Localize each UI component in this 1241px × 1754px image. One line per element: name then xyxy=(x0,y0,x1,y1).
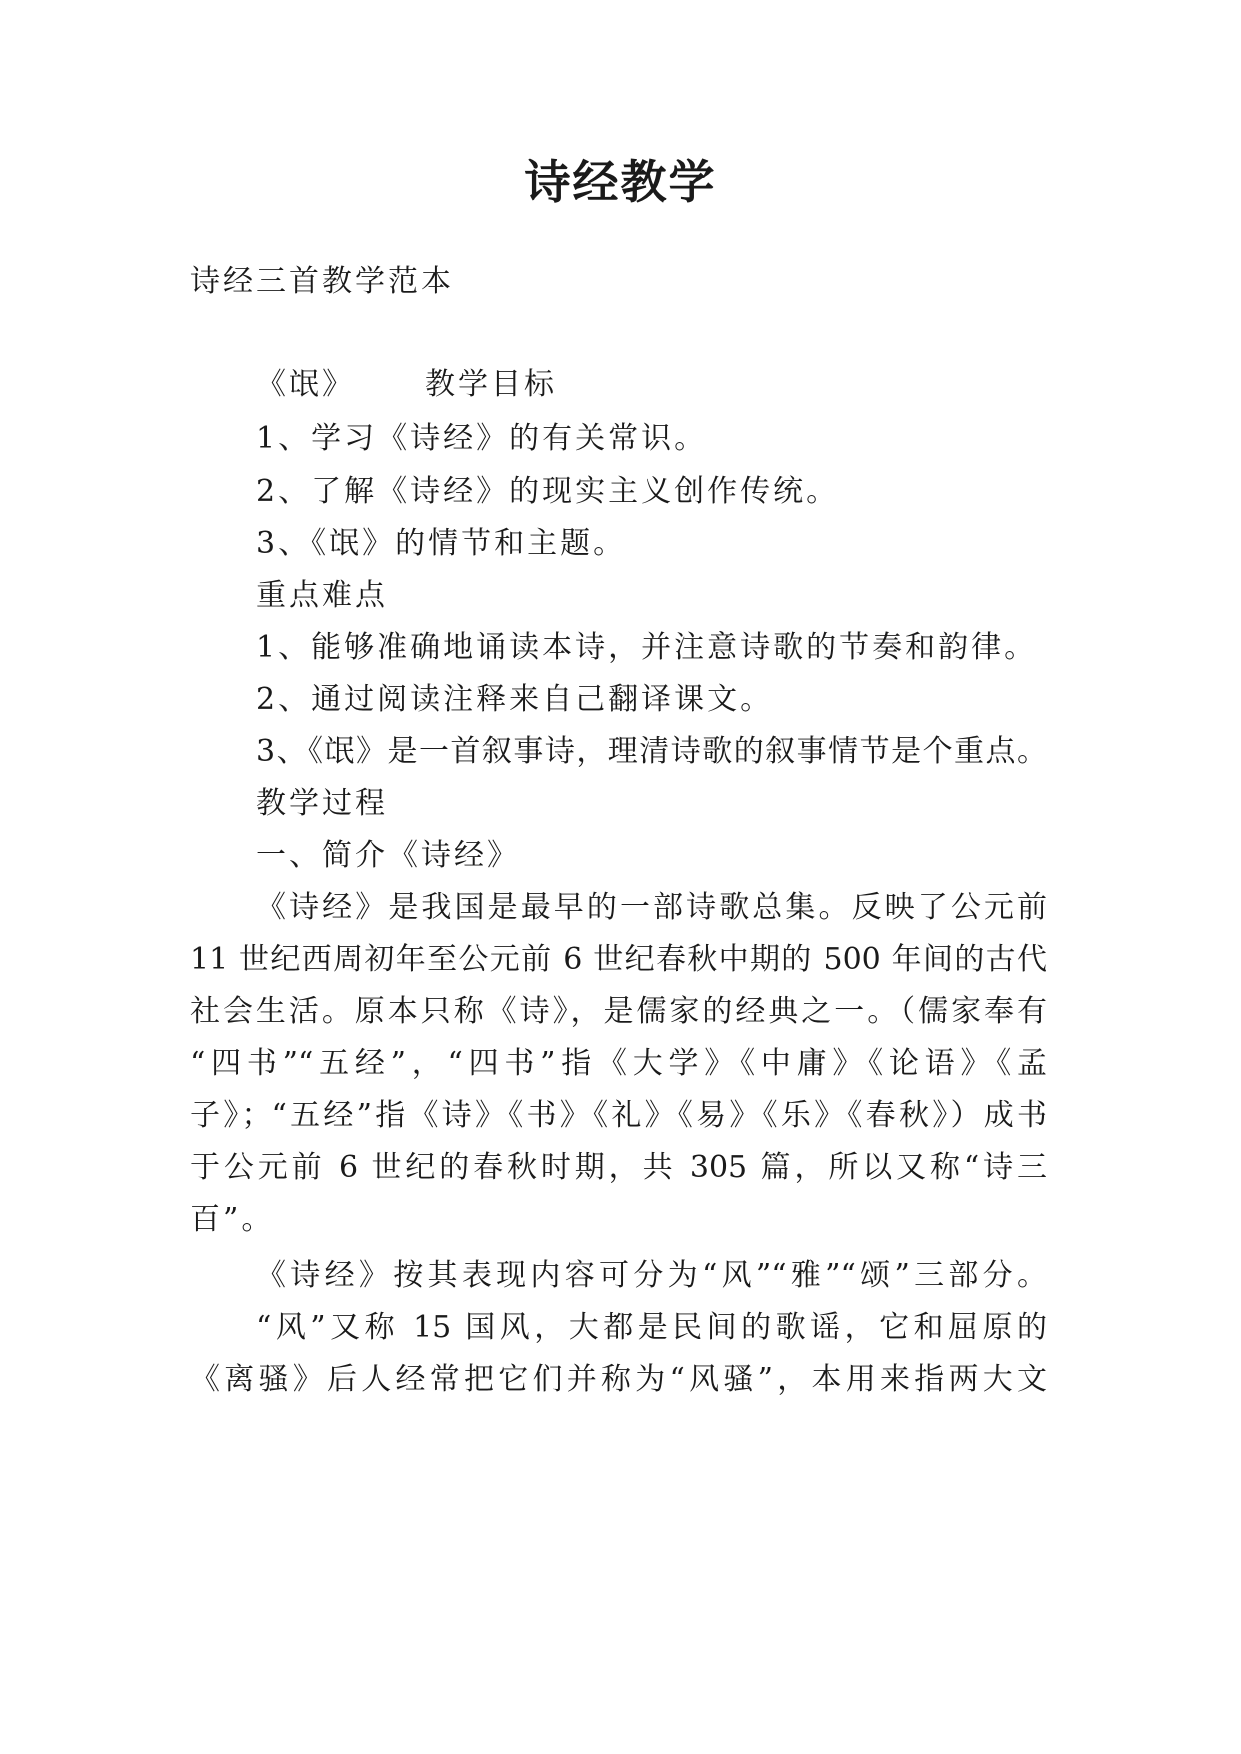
objective-item: 3、《氓》的情节和主题。 xyxy=(256,526,627,561)
paragraph-line: 百”。 xyxy=(190,1202,275,1237)
paragraph-line: 于公元前 6 世纪的春秋时期，共 305 篇，所以又称“诗三 xyxy=(190,1150,1047,1185)
paragraph-line: 《诗经》是我国是最早的一部诗歌总集。反映了公元前 xyxy=(256,890,1047,925)
key-point-item: 3、《氓》是一首叙事诗，理清诗歌的叙事情节是个重点。 xyxy=(256,734,1047,769)
objectives-poem-title: 《氓》 xyxy=(256,367,355,402)
key-point-item: 2、通过阅读注释来自己翻译课文。 xyxy=(256,682,774,717)
key-points-heading: 重点难点 xyxy=(256,578,388,613)
objective-item: 2、了解《诗经》的现实主义创作传统。 xyxy=(256,474,840,509)
paragraph-line: 11 世纪西周初年至公元前 6 世纪春秋中期的 500 年间的古代 xyxy=(190,942,1047,977)
objectives-heading xyxy=(256,365,557,405)
paragraph-line: 子》；“五经”指《诗》《书》《礼》《易》《乐》《春秋》）成书 xyxy=(190,1098,1047,1133)
key-point-item: 1、能够准确地诵读本诗，并注意诗歌的节奏和韵律。 xyxy=(256,630,1038,665)
document-subtitle: 诗经三首教学范本 xyxy=(190,264,454,299)
document-title: 诗经教学 xyxy=(524,155,717,209)
section-one-heading: 一、简介《诗经》 xyxy=(256,838,520,873)
process-heading: 教学过程 xyxy=(256,786,388,821)
paragraph-line: “风”又称 15 国风，大都是民间的歌谣，它和屈原的 xyxy=(256,1310,1047,1345)
paragraph-line: 《离骚》后人经常把它们并称为“风骚”，本用来指两大文 xyxy=(190,1362,1047,1397)
objective-item: 1、学习《诗经》的有关常识。 xyxy=(256,421,708,456)
paragraph-line: “四书”“五经”，“四书”指《大学》《中庸》《论语》《孟 xyxy=(190,1046,1047,1081)
objectives-label: 教学目标 xyxy=(425,367,557,402)
paragraph-line: 社会生活。原本只称《诗》，是儒家的经典之一。（儒家奉有 xyxy=(190,994,1047,1029)
paragraph-line: 《诗经》按其表现内容可分为“风”“雅”“颂”三部分。 xyxy=(256,1258,1047,1293)
